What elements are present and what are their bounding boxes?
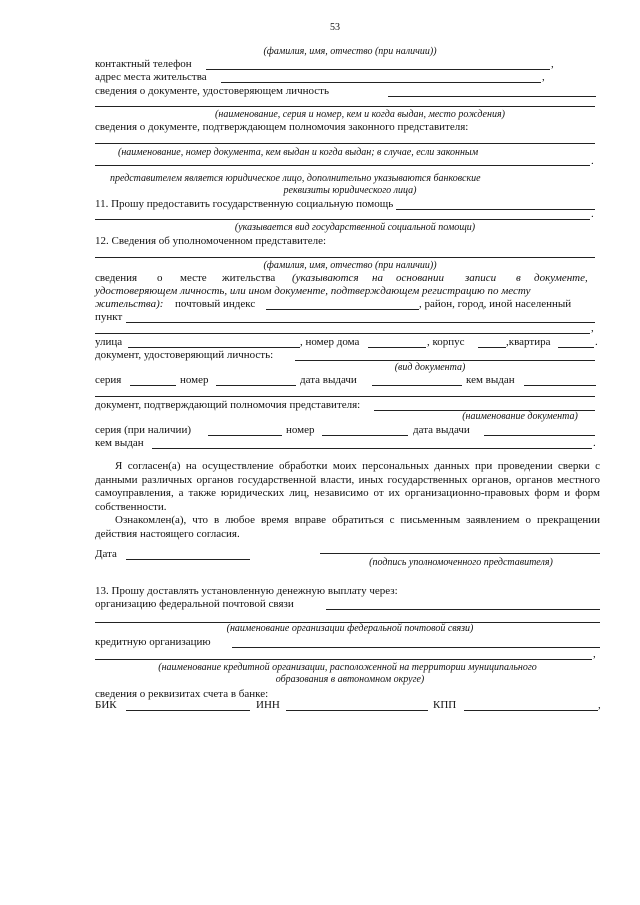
number2-field[interactable] [322,435,408,436]
signature-note: (подпись уполномоченного представителя) [369,557,553,568]
house-field[interactable] [368,347,426,348]
issue-date2-label: дата выдачи [413,424,470,436]
page-number: 53 [330,22,340,33]
post-field[interactable] [326,609,600,610]
series2-field[interactable] [208,435,282,436]
representative-name-note: (фамилия, имя, отчество (при наличии)) [263,260,437,271]
id-doc-field[interactable] [388,96,596,97]
series-label: серия [95,374,122,386]
rep2-label: документ, подтверждающий полномочия представителя: [95,399,361,411]
kpp-label: КПП [433,699,457,711]
residence-word: сведения [95,272,138,284]
residence-word: документе, [534,272,588,284]
house-label: , номер дома [300,336,360,348]
issued-by-field-2[interactable] [95,396,595,397]
credit-note-1: (наименование кредитной организации, расположенной на территории муниципального [158,662,537,673]
credit-label: кредитную организацию [95,636,211,648]
issued-by-label: кем выдан [466,374,515,386]
phone-label: контактный телефон [95,58,192,70]
residence-word: жительства [222,272,276,284]
residence-word: основании [396,272,444,284]
date-field[interactable] [126,559,250,560]
apartment-label: ,квартира [506,336,551,348]
issue-date-label: дата выдачи [300,374,357,386]
inn-label: ИНН [256,699,280,711]
street-field[interactable] [128,347,300,348]
id2-label: документ, удостоверяющий личность: [95,349,274,361]
rep-doc-note-2: представителем является юридическое лицо, дополнительно указываются банковские [110,173,481,184]
kpp-field[interactable] [464,710,598,711]
social-help-field[interactable] [396,209,595,210]
signature-field[interactable] [320,553,600,554]
rep-doc-field[interactable] [95,143,595,144]
residence-word: о [157,272,163,284]
city-label: , район, город, иной населенный [419,298,572,310]
social-help-note: (указывается вид государственной социальной помощи) [234,222,476,233]
settlement-field-2[interactable] [95,333,590,334]
issued-by-field[interactable] [524,385,596,386]
consent-paragraph [95,460,600,514]
residence-line-3a: жительства): [95,298,164,310]
post-label: организацию федеральной почтовой связи [95,598,294,610]
rep-doc-field-2[interactable] [95,165,590,166]
settlement-label: пункт [95,311,123,323]
issue-date-field[interactable] [372,385,462,386]
rep-doc-note-3: реквизиты юридического лица) [283,185,417,196]
residence-word: записи [465,272,497,284]
address-label: адрес места жительства [95,71,207,83]
acknowledge-text: Ознакомлен(а), что в любое время вправе обратиться с письменным заявлением о прекращении действия настоящего согласия. [95,514,600,540]
form-page: 53 (фамилия, имя, отчество (при наличии)) контактный телефон , адрес места жительства , сведения о документе, удостоверяющем личность (наименование, серия и номер, кем и когда выдан, место рождения) сведения о документе, подтверждающем полномочия законного представителя: (наименование, номер документа, кем выдан и когда выдан; в случае, если законным . представителем является юридическое лицо, дополнительно указываются банковские реквизиты юридического лица) 11. Прошу предоставить государственную социальную помощь . (указывается вид государственной социальной помощи) 12. Сведения об уполномоченном представителе: (фамилия, имя, отчество (при наличии)) сведения о месте жительства (указываются на основании записи в документе, удостоверяющем личность, или ином документе, подтверждающем регистрацию по месту жительства): почтовый индекс , район, город, иной населенный пункт , улица , номер дома , корпус ,квартира . документ, удостоверяющий личность: (вид документа) серия номер дата выдачи кем выдан документ, подтверждающий полномочия представителя: (наименование документа) серия (при наличии) номер дата выдачи кем выдан . Я согласен(а) на осуществление обработки моих персональных данных при проведении сверки с данными различных органов государственной власти, иных государственных органов, органов местного самоуправления, а также юридических лиц, независимо от их организационно-правовых форм и форм собственности. Ознакомлен(а), что в любое время вправе обратиться с письменным заявлением о прекращении действия настоящего согласия. Дата (подпись уполномоченного представителя) 13. Прошу доставлять установленную денежную выплату через: организацию федеральной почтовой связи (наименование организации федеральной почтовой связи) кредитную организацию , (наименование кредитной организации, расположенной на территории муниципального образования в автономном округе) сведения о реквизитах счета в банке: БИК ИНН КПП , [0,0,640,905]
consent-text: Я согласен(а) на осуществление обработки моих персональных данных при проведении сверки с данными различных органов государственной власти, иных государственных органов, органов местного самоуправления, а также юридических лиц, независимо от их организационно-правовых форм и форм собственности. [95,460,600,513]
phone-field[interactable] [206,69,550,70]
social-help-field-2[interactable] [95,219,590,220]
rep2-note: (наименование документа) [462,411,578,422]
residence-word: (указываются [292,272,359,284]
series-field[interactable] [130,385,176,386]
number2-label: номер [286,424,315,436]
korpus-field[interactable] [478,347,506,348]
issued-by2-field[interactable] [152,448,592,449]
postcode-field[interactable] [266,309,419,310]
number-field[interactable] [216,385,296,386]
credit-field[interactable] [232,647,600,648]
residence-word: на [372,272,383,284]
inn-field[interactable] [286,710,428,711]
issue-date2-field[interactable] [484,435,595,436]
credit-field-2[interactable] [95,659,592,660]
post-note: (наименование организации федеральной почтовой связи) [226,623,474,634]
acknowledge-paragraph [95,514,600,541]
issued-by2-label: кем выдан [95,437,144,449]
bik-field[interactable] [126,710,250,711]
section-13-label: 13. Прошу доставлять установленную денежную выплату через: [95,585,398,597]
korpus-label: , корпус [427,336,465,348]
account-label: сведения о реквизитах счета в банке: [95,688,269,700]
series2-label: серия (при наличии) [95,424,191,436]
credit-note-2: образования в автономном округе) [275,674,425,685]
id-doc-note: (наименование, серия и номер, кем и когда выдан, место рождения) [215,109,505,120]
apartment-field[interactable] [558,347,594,348]
section-12-label: 12. Сведения об уполномоченном представителе: [95,235,327,247]
address-field[interactable] [221,82,541,83]
number-label: номер [180,374,209,386]
residence-word: в [516,272,521,284]
id-doc-field-2[interactable] [95,106,595,107]
rep-doc-label: сведения о документе, подтверждающем полномочия законного представителя: [95,121,469,133]
postcode-label: почтовый индекс [175,298,256,310]
settlement-field[interactable] [126,322,595,323]
id-doc-label: сведения о документе, удостоверяющем личность [95,85,329,97]
street-label: улица [95,336,123,348]
id2-note: (вид документа) [394,362,466,373]
section-11-label: 11. Прошу предоставить государственную социальную помощь [95,198,394,210]
fio-note: (фамилия, имя, отчество (при наличии)) [263,46,437,57]
rep-doc-note-1: (наименование, номер документа, кем выдан и когда выдан; в случае, если законным [118,147,479,158]
residence-line-2: удостоверяющем личность, или ином документе, подтверждающем регистрацию по месту [95,285,531,297]
date-label: Дата [95,548,117,560]
bik-label: БИК [95,699,117,711]
representative-name-field[interactable] [95,257,595,258]
residence-word: месте [180,272,207,284]
